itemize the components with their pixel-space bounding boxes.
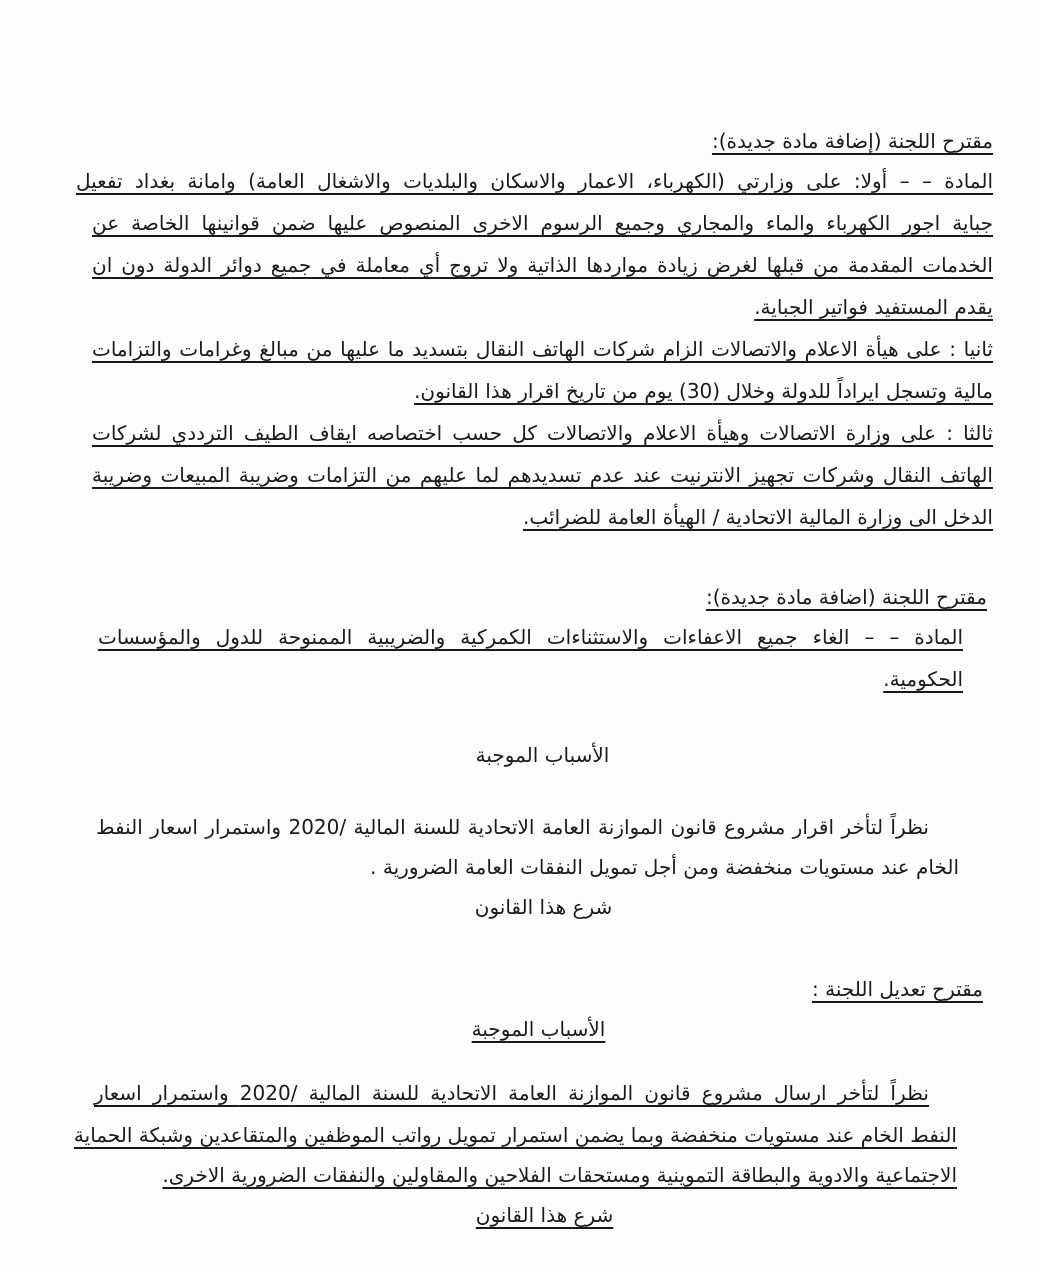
section1-line-1: المادة – – أولا: على وزارتي (الكهرباء، الاعمار والاسكان والبلديات والاشغال العامة) وامانة بغداد تفعيل [76, 169, 993, 193]
section1-line-4: يقدم المستفيد فواتير الجباية. [754, 295, 993, 319]
section3-line-1: نظراً لتأخر اقرار مشروع قانون الموازنة العامة الاتحادية للسنة المالية /2020 واستمرار اسعار النفط [96, 815, 929, 839]
section3-title: الأسباب الموجبة [475, 743, 610, 767]
section1-line-5: ثانيا : على هيأة الاعلام والاتصالات الزام شركات الهاتف النقال بتسديد ما عليها من مبالغ وغرامات والتزامات [92, 337, 993, 361]
section4-line-2: النفط الخام عند مستويات منخفضة وبما يضمن استمرار تمويل رواتب الموظفين والمتقاعدين وشبكة الحماية [73, 1123, 957, 1147]
section4-footer: شرع هذا القانون [475, 1203, 614, 1227]
section1-line-6: مالية وتسجل ايراداً للدولة وخلال (30) يوم من تاريخ اقرار هذا القانون. [414, 379, 993, 403]
section2-line-2: الحكومية. [883, 667, 963, 691]
section2-line-1: المادة – – الغاء جميع الاعفاءات والاستثناءات الكمركية والضريبية الممنوحة للدول والمؤسسات [98, 625, 963, 649]
section4-heading: مقترح تعديل اللجنة : [812, 977, 983, 1001]
section1-line-8: الهاتف النقال وشركات تجهيز الانترنيت عند عدم تسديدهم لما عليهم من التزامات وضريبة المبيعات وضريبة [92, 463, 993, 487]
section4-title: الأسباب الموجبة [471, 1017, 606, 1041]
section1-line-7: ثالثا : على وزارة الاتصالات وهيأة الاعلام والاتصالات كل حسب اختصاصه ايقاف الطيف الترددي لشركات [92, 421, 993, 445]
section1-line-2: جباية اجور الكهرباء والماء والمجاري وجميع الرسوم الاخرى المنصوص عليها ضمن قوانينها الخاصة عن [92, 211, 993, 235]
section4-line-1: نظراً لتأخر ارسال مشروع قانون الموازنة العامة الاتحادية للسنة المالية /2020 واستمرار اسعار [94, 1081, 929, 1105]
section1-heading: مقترح اللجنة (إضافة مادة جديدة): [711, 129, 993, 153]
section1-line-3: الخدمات المقدمة من قبلها لغرض زيادة مواردها الذاتية ولا تروج أي معاملة في جميع دوائر الدولة دون ان [92, 253, 993, 277]
section2-heading: مقترح اللجنة (اضافة مادة جديدة): [705, 585, 987, 609]
section4-line-3: الاجتماعية والادوية والبطاقة التموينية ومستحقات الفلاحين والمقاولين والنفقات الضرورية الاخرى. [162, 1163, 957, 1187]
section1-line-9: الدخل الى وزارة المالية الاتحادية / الهيأة العامة للضرائب. [523, 505, 993, 529]
section3-footer: شرع هذا القانون [474, 895, 613, 919]
section3-line-2: الخام عند مستويات منخفضة ومن أجل تمويل النفقات العامة الضرورية . [370, 855, 959, 879]
